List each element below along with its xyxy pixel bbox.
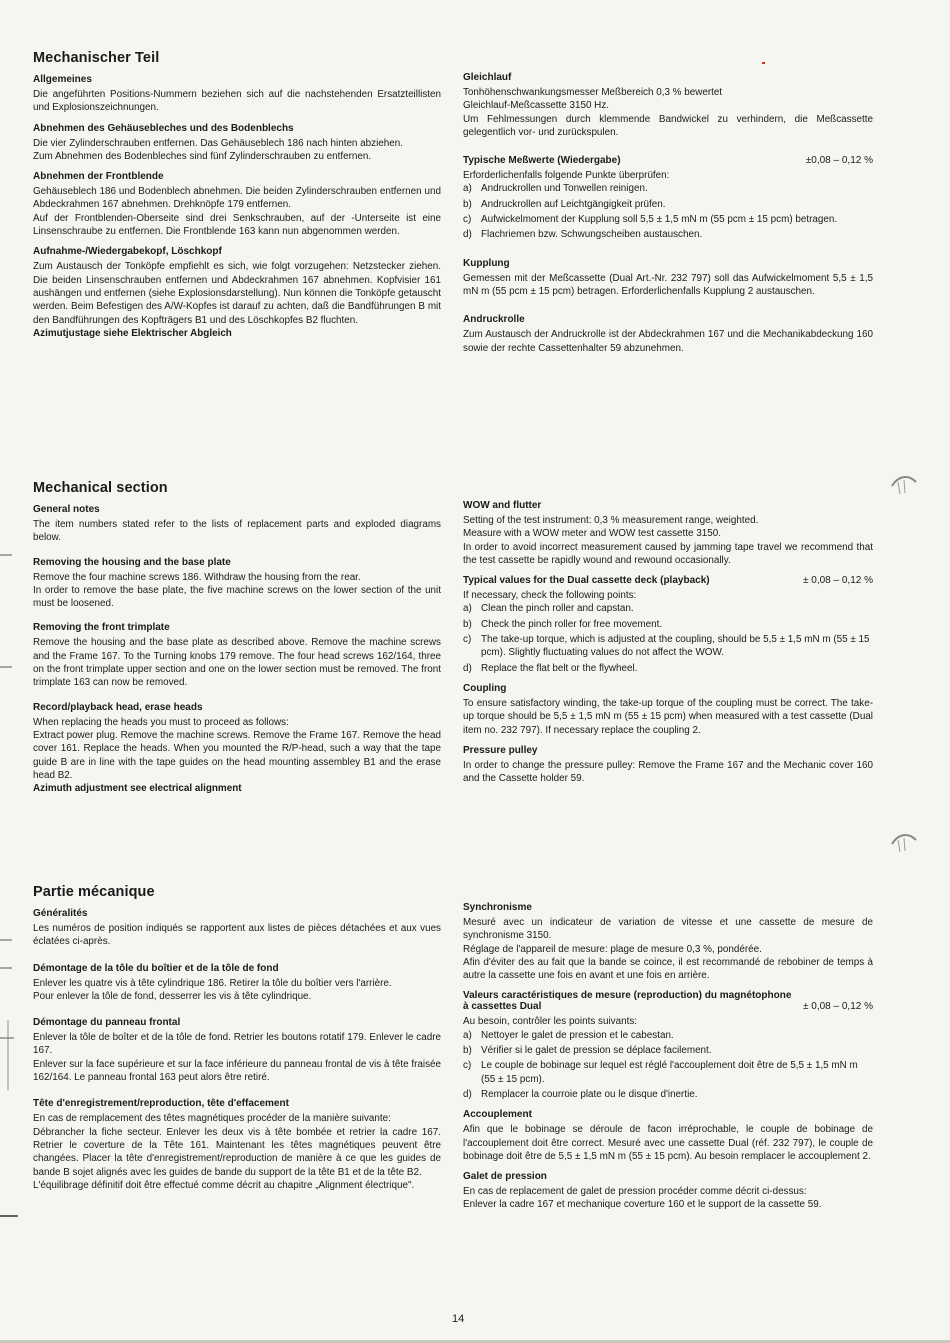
block-intro: If necessary, check the following points: <box>463 590 637 602</box>
block-title: Kupplung <box>463 257 510 269</box>
typical-value: ±0,08 – 0,12 % <box>805 155 873 167</box>
red-dot-mark <box>762 62 765 64</box>
item-mark: a) <box>463 183 472 195</box>
block-title: Removing the front trimplate <box>33 622 170 634</box>
block-title: Tête d'enregistrement/reproduction, tête d'effacement <box>33 1098 289 1110</box>
page-number: 14 <box>452 1313 465 1325</box>
block-text: Enlever la tôle de boîter et de la tôle de fond. Retrier les boutons rotatif 179. Enlever le cadre 167. Enlever sur la face supérieure et sur la face inférieure du panneau frontal de vis à tête fraisée 162/164. Le panneau frontal 163 peut alors être retiré. <box>33 1032 441 1084</box>
block-text: Tonhöhenschwankungsmesser Meßbereich 0,3 % bewertet Gleichlauf-Meßcassette 3150 Hz. Um Fehlmessungen durch klemmende Bandwickel zu verhindern, die Meßcassette gelegentlich vor- und zurückspulen. <box>463 87 873 138</box>
item-text: Flachriemen bzw. Schwungscheiben austauschen. <box>481 229 703 241</box>
block-text: Zum Austausch der Tonköpfe empfiehlt es sich, wie folgt vorzugehen: Netzstecker ziehen. Die beiden Linsenschrauben entfernen und Abdeckrahmen 167 abnehmen. Kopfvisier 161 aushängen und entfernen (siehe Explosionsdarstellung). Nun können die Tonköpfe getauscht werden. Beim Befestigen des A/W-Kopfes ist darauf zu achten, daß die Bandführungen B mit den Bandführungen des Kopfträgers B1 und des Löschkopfes B2 fluchten. <box>33 261 441 326</box>
housing-block <box>33 557 441 611</box>
block-text: En cas de replacement de galet de pression procéder comme décrit ci-dessus: Enlever la cadre 167 et mechanique coverture 160 et le support de la cassette 59. <box>463 1186 822 1211</box>
pressure-pulley-block <box>463 745 873 786</box>
block-title-row <box>463 990 873 1012</box>
block-title-row <box>463 155 873 166</box>
block-title: WOW and flutter <box>463 500 542 511</box>
section-heading: Mechanical section <box>33 480 168 496</box>
typical-values-block <box>463 155 873 241</box>
french-mechanical-section <box>33 884 441 1200</box>
block-title: Coupling <box>463 682 507 694</box>
block-title: Aufnahme-/Wiedergabekopf, Löschkopf <box>33 246 222 258</box>
block-title: Pressure pulley <box>463 744 538 756</box>
check-list <box>463 602 873 674</box>
typical-values-block <box>463 575 873 675</box>
block-text: En cas de remplacement des têtes magnétiques procéder de la manière suivante: Débrancher la fiche secteur. Enlever les deux vis à tête bombée et retrier la cadre 167. Retrier le coverture de la Tête 161. Maintenant les têtes magnétiques peuvent être changées. Placer la tête d'enregistrement/reproduction de manière à ce que les guides de bande B sojet alignés avec les guides de bande du support de la tête B1 et de la tête B2. L'équilibrage définitif doit être effectué comme décrit au chapitre „Alignment électrique". <box>33 1113 441 1191</box>
list-item <box>463 182 873 195</box>
block-text: In order to change the pressure pulley: Remove the Frame 167 and the Mechanic cover 160 and the Cassette holder 59. <box>463 759 873 785</box>
item-mark: b) <box>463 1045 472 1057</box>
block-title-row <box>463 575 873 586</box>
item-mark: b) <box>463 198 472 210</box>
block-title: Andruckrolle <box>463 314 525 326</box>
item-text: Andruckrollen und Tonwellen reinigen. <box>481 183 648 195</box>
block-title: Démontage de la tôle du boîtier et de la tôle de fond <box>33 962 279 974</box>
typical-values-block <box>463 990 873 1101</box>
item-mark: c) <box>463 214 472 226</box>
item-mark: a) <box>463 1029 472 1041</box>
housing-block <box>33 963 441 1004</box>
front-block <box>33 1017 441 1084</box>
general-block <box>33 908 441 949</box>
block-text: Zum Austausch der Andruckrolle ist der Abdeckrahmen 167 und die Mechanikabdeckung 160 sowie der rechte Cassettenhalter 59 abzunehmen. <box>463 329 873 354</box>
list-item <box>463 1029 873 1042</box>
list-item <box>463 198 873 211</box>
front-block <box>33 622 441 689</box>
block-title: Généralités <box>33 908 88 919</box>
list-item <box>463 633 873 660</box>
item-text: Vérifier si le galet de pression se déplace facilement. <box>481 1045 712 1057</box>
wow-block <box>463 72 873 139</box>
block-title: Démontage du panneau frontal <box>33 1017 181 1029</box>
item-mark: c) <box>463 634 472 646</box>
heads-block <box>33 246 441 340</box>
list-item <box>463 618 873 631</box>
block-title: Typische Meßwerte (Wiedergabe) <box>463 155 621 167</box>
block-text: Remove the four machine screws 186. Withdraw the housing from the rear. In order to remove the base plate, the five machine screws on the lower section of the unit must be loosened. <box>33 571 441 610</box>
coupling-block <box>463 1109 873 1163</box>
list-item <box>463 1088 873 1101</box>
block-note: Azimuth adjustment see electrical alignment <box>33 783 242 795</box>
coupling-block <box>463 683 873 737</box>
block-intro: Au besoin, contrôler les points suivants: <box>463 1016 638 1028</box>
heads-block <box>33 1098 441 1192</box>
item-text: Aufwickelmoment der Kupplung soll 5,5 ± 1,5 mN m (55 pcm ± 15 pcm) betragen. <box>481 214 838 226</box>
block-title: General notes <box>33 504 100 515</box>
list-item <box>463 1059 873 1086</box>
item-text: Check the pinch roller for free movement. <box>481 618 663 630</box>
scan-mark-upper <box>890 472 920 496</box>
pinch-roller-block <box>463 314 873 355</box>
block-title: Synchronisme <box>463 902 532 913</box>
block-title: Galet de pression <box>463 1171 547 1183</box>
housing-block <box>33 123 441 164</box>
block-intro: Erforderlichenfalls folgende Punkte überprüfen: <box>463 170 670 182</box>
block-text: To ensure satisfactory winding, the take-up torque of the coupling must be correct. The take-up torque should be 5,5 ± 1,5 mN m (55 ± 15 pcm) when measured with a test cassette (Dual item no. 232 797). If necessary replace the coupling 2. <box>463 697 873 736</box>
block-text: When replacing the heads you must to proceed as follows: Extract power plug. Remove the machine screws. Remove the Frame 167. Remove the head cover 161. Replace the heads. When you mounted the R/P-head, such a way that the tape guide B are in line with the tape guides on the head mounting assembley B1 and the erase head B2. <box>33 716 441 781</box>
item-text: Clean the pinch roller and capstan. <box>481 603 634 615</box>
item-mark: d) <box>463 1088 472 1100</box>
general-block <box>33 504 441 545</box>
wow-block <box>463 902 873 982</box>
english-mechanical-section <box>33 480 441 803</box>
item-text: Le couple de bobinage sur lequel est réglé l'accouplement doit être de 5,5 ± 1,5 mN m (55 ± 15 pcm). <box>481 1060 858 1085</box>
block-title: Abnehmen des Gehäusebleches und des Bodenblechs <box>33 122 294 134</box>
block-text: Enlever les quatre vis à tête cylindrique 186. Retirer la tôle du boîtier vers l'arrière. Pour enlever la tôle de fond, desserrer les vis à tête cylindrique. <box>33 977 392 1002</box>
scan-mark-lower <box>890 830 920 854</box>
block-note: Azimutjustage siehe Elektrischer Abgleich <box>33 327 232 339</box>
coupling-block <box>463 258 873 299</box>
front-block <box>33 171 441 238</box>
block-text: Setting of the test instrument: 0,3 % measurement range, weighted. Measure with a WOW meter and WOW test cassette 3150. In order to avoid incorrect measurement caused by jamming tape travel we recommend that the test cassette be rapidly wound and rewound occasionally. <box>463 515 873 566</box>
block-text: Mesuré avec un indicateur de variation de vitesse et une cassette de mesure de synchronisme 3150. Réglage de l'appareil de mesure: plage de mesure 0,3 %, pondérée. Afin d'éviter des au fait que la bande se coince, il est recommandé de rebobiner de temps à autre la cassette une fois en avant et une fois en arrière. <box>463 917 873 982</box>
section-heading: Partie mécanique <box>33 884 155 900</box>
list-item <box>463 662 873 675</box>
list-item <box>463 228 873 241</box>
item-text: Andruckrollen auf Leichtgängigkeit prüfen. <box>481 198 666 210</box>
block-text: Afin que le bobinage se déroule de facon irréprochable, le couple de bobinage de l'accouplement doit être correct. Mesuré avec une cassette Dual (réf. 232 797), le couple de bobinage doit être de 5,5 ± 1,5 mN m (55 ± 15 pcm). Au besoin remplacer le accouplement 2. <box>463 1124 873 1162</box>
german-measurement-section <box>463 72 873 363</box>
item-mark: d) <box>463 229 472 241</box>
block-text: Gemessen mit der Meßcassette (Dual Art.-Nr. 232 797) soll das Aufwickelmoment 5,5 ± 1,5 mN m (55 pcm ± 15 pcm) betragen. Erforderlichenfalls Kupplung 2 austauschen. <box>463 272 873 297</box>
general-block <box>33 74 441 115</box>
item-text: Nettoyer le galet de pression et le cabestan. <box>481 1029 674 1041</box>
block-title: Valeurs caractéristiques de mesure (reproduction) du magnétophone à cassettes Dual <box>463 990 792 1013</box>
heads-block <box>33 702 441 796</box>
block-title: Abnehmen der Frontblende <box>33 171 164 183</box>
check-list <box>463 1029 873 1101</box>
item-text: Replace the flat belt or the flywheel. <box>481 662 638 674</box>
item-mark: d) <box>463 662 472 674</box>
block-text: Die angeführten Positions-Nummern beziehen sich auf die nachstehenden Ersatzteillisten und Explosionszeichnungen. <box>33 89 441 114</box>
margin-registration-marks <box>0 0 26 1343</box>
item-mark: c) <box>463 1060 472 1072</box>
wow-block <box>463 500 873 567</box>
german-mechanical-section <box>33 50 441 348</box>
block-title: Accouplement <box>463 1109 532 1121</box>
check-list <box>463 182 873 241</box>
block-title: Removing the housing and the base plate <box>33 556 231 568</box>
list-item <box>463 1044 873 1057</box>
block-title: Record/playback head, erase heads <box>33 701 203 713</box>
item-mark: b) <box>463 618 472 630</box>
item-text: The take-up torque, which is adjusted at the coupling, should be 5,5 ± 1,5 mN m (55 ± 15 pcm). Slightly fluctuating values do not affect the WOW. <box>481 634 870 659</box>
typical-value: ± 0,08 – 0,12 % <box>803 1001 873 1013</box>
block-text: Remove the housing and the base plate as described above. Remove the machine screws and the Frame 167. To the Turning knobs 179 remove. The four head screws 162/164, three on the front trimplate upper section and one on the lower section must be removed. The front trimplate 163 can now be removed. <box>33 637 441 689</box>
block-title: Gleichlauf <box>463 72 512 83</box>
block-text: The item numbers stated refer to the lists of replacement parts and exploded diagrams below. <box>33 519 441 544</box>
block-text: Gehäuseblech 186 und Bodenblech abnehmen. Die beiden Zylinderschrauben entfernen und Abdeckrahmen 167 abnehmen. Drehknöpfe 179 entfernen. Auf der Frontblenden-Oberseite sind drei Senkschrauben, auf der -Unterseite ist eine Linsenschraube zu entfernen. Die Frontblende 163 kann nun abgenommen werden. <box>33 186 441 238</box>
section-heading: Mechanischer Teil <box>33 50 160 66</box>
french-measurement-section <box>463 902 873 1220</box>
typical-value: ± 0,08 – 0,12 % <box>803 575 873 587</box>
block-text: Die vier Zylinderschrauben entfernen. Das Gehäuseblech 186 nach hinten abziehen. Zum Abnehmen des Bodenbleches sind fünf Zylinderschrauben zu entfernen. <box>33 137 403 162</box>
list-item <box>463 602 873 615</box>
block-text: Les numéros de position indiqués se rapportent aux listes de pièces détachées et aux vues éclatées ci-après. <box>33 923 441 948</box>
list-item <box>463 213 873 226</box>
item-mark: a) <box>463 603 472 615</box>
pinch-roller-block <box>463 1171 873 1212</box>
block-title: Typical values for the Dual cassette deck (playback) <box>463 575 710 587</box>
block-title: Allgemeines <box>33 74 92 85</box>
english-measurement-section <box>463 500 873 793</box>
item-text: Remplacer la courroie plate ou le disque d'inertie. <box>481 1088 698 1100</box>
